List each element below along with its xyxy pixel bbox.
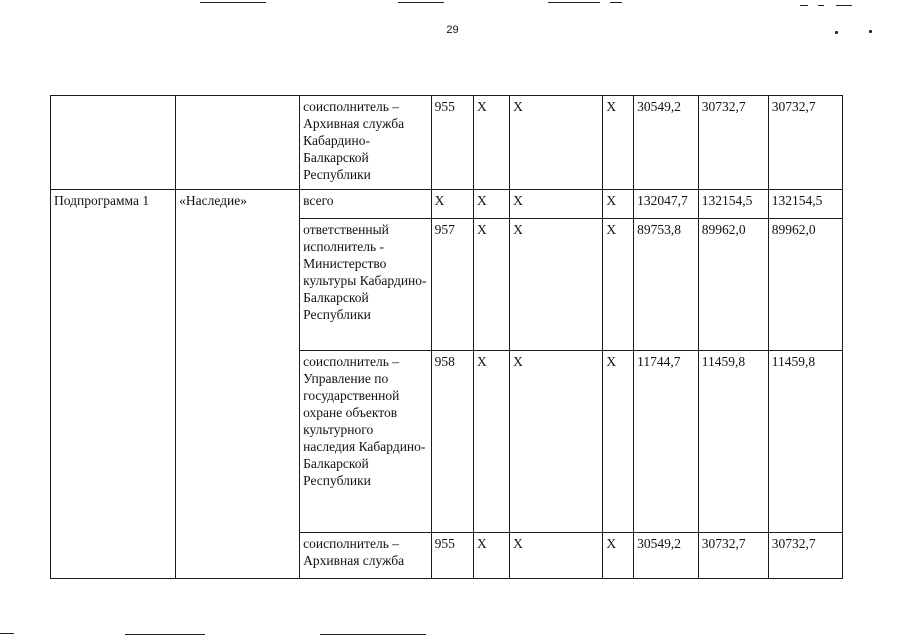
rzpr-cell: Х [474, 533, 510, 579]
year1-cell: 89753,8 [634, 219, 699, 351]
grbs-cell: 958 [431, 351, 473, 533]
executor-cell: всего [300, 190, 431, 219]
rzpr-cell: Х [474, 190, 510, 219]
executor-cell: соисполнитель – Архивная служба Кабардино-Балкарской Республики [300, 96, 431, 190]
csr-cell: Х [510, 351, 603, 533]
scan-artifact-top-3 [548, 2, 600, 3]
executor-cell: ответственный исполнитель - Министерство культуры Кабардино-Балкарской Республики [300, 219, 431, 351]
year2-cell: 132154,5 [698, 190, 768, 219]
year2-cell: 89962,0 [698, 219, 768, 351]
name-cell [176, 96, 300, 190]
year3-cell: 89962,0 [768, 219, 842, 351]
vr-cell: Х [603, 190, 634, 219]
rzpr-cell: Х [474, 96, 510, 190]
table-row [51, 96, 843, 190]
page-number: 29 [446, 24, 459, 36]
rzpr-cell: Х [474, 219, 510, 351]
scan-artifact-top-5 [800, 5, 808, 6]
scan-artifact-top-6 [818, 5, 824, 6]
vr-cell: Х [603, 533, 634, 579]
csr-cell: Х [510, 219, 603, 351]
scan-artifact-top-4 [610, 2, 622, 3]
year2-cell: 11459,8 [698, 351, 768, 533]
year3-cell: 30732,7 [768, 533, 842, 579]
vr-cell: Х [603, 219, 634, 351]
scan-artifact-bottom-3 [320, 634, 426, 635]
year3-cell: 30732,7 [768, 96, 842, 190]
grbs-cell: 955 [431, 96, 473, 190]
year2-cell: 30732,7 [698, 533, 768, 579]
name-cell: «Наследие» [176, 190, 300, 579]
scan-artifact-bottom-1 [0, 633, 14, 634]
csr-cell: Х [510, 190, 603, 219]
program-cell: Подпрограмма 1 [51, 190, 176, 579]
year3-cell: 11459,8 [768, 351, 842, 533]
table-row [51, 190, 843, 219]
executor-cell: соисполнитель – Управление по государственной охране объектов культурного наследия Кабардино-Балкарской Республики [300, 351, 431, 533]
year1-cell: 30549,2 [634, 96, 699, 190]
grbs-cell: 957 [431, 219, 473, 351]
year1-cell: 11744,7 [634, 351, 699, 533]
year1-cell: 132047,7 [634, 190, 699, 219]
year1-cell: 30549,2 [634, 533, 699, 579]
grbs-cell: 955 [431, 533, 473, 579]
scan-artifact-top-2 [398, 2, 444, 3]
vr-cell: Х [603, 96, 634, 190]
budget-table [50, 95, 843, 579]
csr-cell: Х [510, 533, 603, 579]
vr-cell: Х [603, 351, 634, 533]
executor-cell: соисполнитель – Архивная служба [300, 533, 431, 579]
scan-artifact-top-1 [200, 2, 266, 3]
rzpr-cell: Х [474, 351, 510, 533]
year2-cell: 30732,7 [698, 96, 768, 190]
grbs-cell: Х [431, 190, 473, 219]
scan-artifact-top-7 [836, 5, 852, 6]
csr-cell: Х [510, 96, 603, 190]
scan-artifact-bottom-2 [125, 634, 205, 635]
program-cell [51, 96, 176, 190]
year3-cell: 132154,5 [768, 190, 842, 219]
